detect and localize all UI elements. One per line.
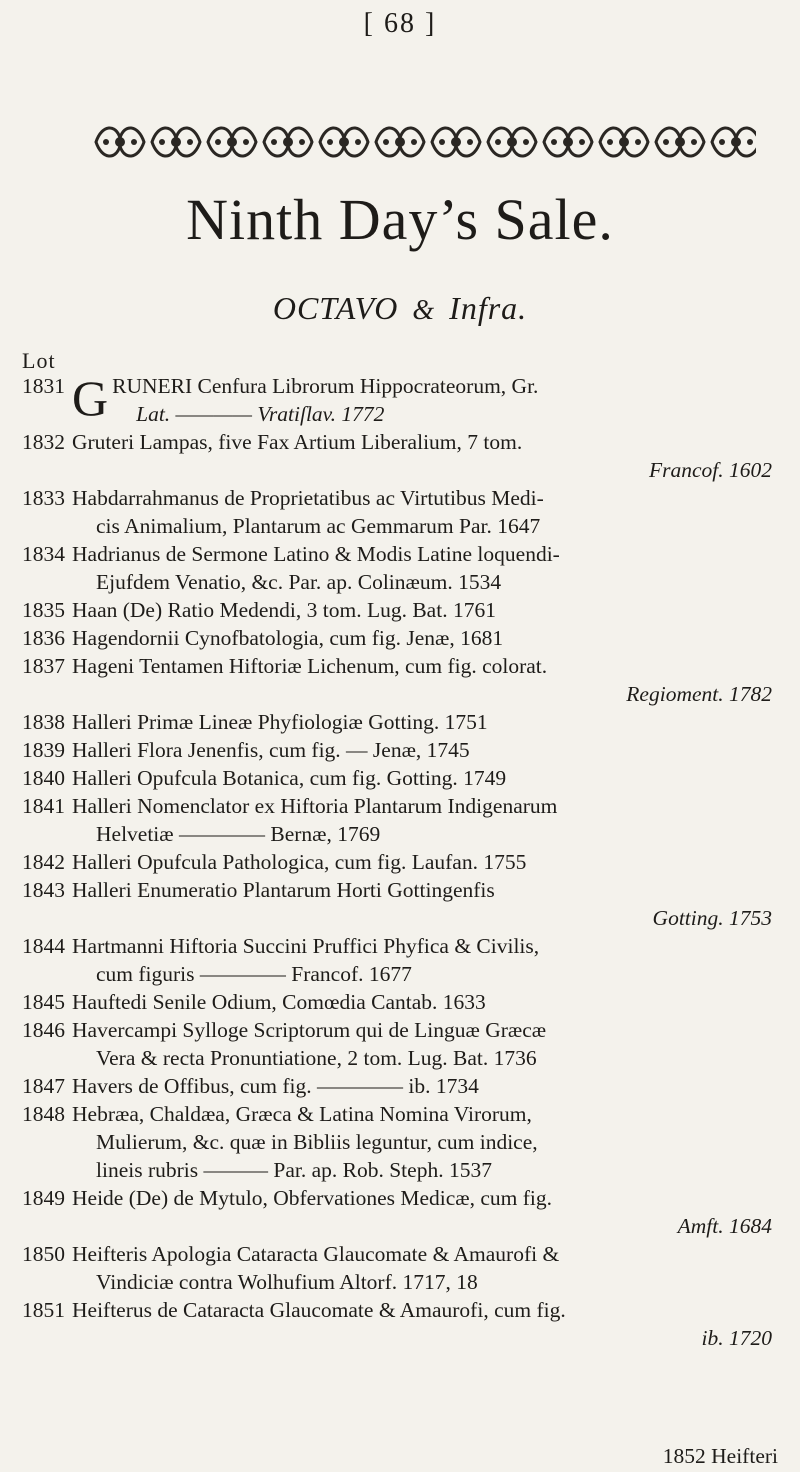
ornament-motif: [264, 128, 312, 156]
lot-entry: [22, 1184, 782, 1240]
subtitle-and: &: [412, 295, 436, 326]
lot-description-line: Havercampi Sylloge Scriptorum qui de Linguæ Græcæ: [72, 1018, 547, 1042]
lot-description-line: Ejufdem Venatio, &c. Par. ap. Colinæum. 1534: [96, 570, 502, 594]
lot-description-line: Halleri Opufcula Pathologica, cum fig. Laufan. 1755: [72, 850, 527, 874]
ornament-motif: [208, 128, 256, 156]
lot-number: 1844: [22, 934, 65, 958]
lot-number: 1840: [22, 766, 65, 790]
lot-description-line: Amft. 1684: [677, 1214, 772, 1238]
lot-list: [22, 372, 782, 1352]
lot-description-line: Francof. 1602: [648, 458, 772, 482]
ornament-motif: [656, 128, 704, 156]
ornament-motif: [544, 128, 592, 156]
lot-number: 1834: [22, 542, 65, 566]
lot-description-line: Halleri Enumeratio Plantarum Horti Gottingenfis: [72, 878, 495, 902]
lot-description-line: Regioment. 1782: [626, 682, 772, 706]
lot-number: 1833: [22, 486, 65, 510]
lot-description-line: Gotting. 1753: [652, 906, 772, 930]
lot-entry: [22, 736, 782, 764]
lot-entry: [22, 1016, 782, 1072]
lot-number: 1849: [22, 1186, 65, 1210]
lot-entry: [22, 372, 782, 428]
ornament-motif: [320, 128, 368, 156]
page-title: Ninth Day’s Sale.: [186, 187, 614, 252]
lot-entry: [22, 1072, 782, 1100]
drop-cap-letter: G: [72, 370, 109, 426]
ornament-motif: [432, 128, 480, 156]
lot-description-line: Vera & recta Pronuntiatione, 2 tom. Lug. Bat. 1736: [96, 1046, 537, 1070]
subtitle-rest: Infra.: [449, 290, 528, 326]
lot-description-line: Halleri Opufcula Botanica, cum fig. Gotting. 1749: [72, 766, 507, 790]
lot-entry: [22, 792, 782, 848]
lot-number: 1835: [22, 598, 65, 622]
lot-description-line: Havers de Offibus, cum fig. ———— ib. 1734: [72, 1074, 479, 1098]
lot-description-line: Hageni Tentamen Hiftoriæ Lichenum, cum fig. colorat.: [72, 654, 548, 678]
lot-number: 1831: [22, 374, 65, 398]
lot-entry: [22, 428, 782, 484]
ornament-motif: [488, 128, 536, 156]
lot-header: Lot: [22, 348, 56, 373]
ornament-motif: [376, 128, 424, 156]
subtitle: [0, 290, 800, 327]
lot-entry: [22, 1100, 782, 1184]
lot-entry: [22, 876, 782, 932]
ornament-motif: [712, 128, 756, 156]
lot-number: 1837: [22, 654, 65, 678]
lot-description-line: Habdarrahmanus de Proprietatibus ac Virtutibus Medi-: [72, 486, 544, 510]
lot-entry: [22, 988, 782, 1016]
lot-description-line: Hagendornii Cynofbatologia, cum fig. Jenæ, 1681: [72, 626, 504, 650]
lot-description-line: Vindiciæ contra Wolhufium Altorf. 1717, 18: [96, 1270, 478, 1294]
lot-description-line: Heifteris Apologia Cataracta Glaucomate & Amaurofi &: [72, 1242, 560, 1266]
lot-number: 1851: [22, 1298, 65, 1322]
ornament-motif: [600, 128, 648, 156]
lot-entry: [22, 1240, 782, 1296]
lot-description-line: Heifterus de Cataracta Glaucomate & Amaurofi, cum fig.: [72, 1298, 566, 1322]
lot-description-line: Hartmanni Hiftoria Succini Pruffici Phyfica & Civilis,: [72, 934, 540, 958]
lot-entry: [22, 652, 782, 708]
lot-number: 1848: [22, 1102, 65, 1126]
catchword: 1852 Heifteri: [662, 1444, 778, 1468]
lot-number: 1832: [22, 430, 65, 454]
lot-number: 1836: [22, 626, 65, 650]
lot-description-line: ib. 1720: [701, 1326, 772, 1350]
lot-entry: [22, 932, 782, 988]
ornament-band: [88, 112, 756, 170]
lot-entry: [22, 624, 782, 652]
lot-description-line: lineis rubris ——— Par. ap. Rob. Steph. 1537: [96, 1158, 492, 1182]
lot-number: 1839: [22, 738, 65, 762]
lot-description-line: Halleri Nomenclator ex Hiftoria Plantarum Indigenarum: [72, 794, 558, 818]
lot-number: 1842: [22, 850, 65, 874]
lot-description-line: Helvetiæ ———— Bernæ, 1769: [96, 822, 381, 846]
lot-entry: [22, 540, 782, 596]
ornament-motif: [96, 128, 144, 156]
lot-description-line: Halleri Primæ Lineæ Phyfiologiæ Gotting. 1751: [72, 710, 488, 734]
lot-number: 1843: [22, 878, 65, 902]
lot-entry: [22, 484, 782, 540]
lot-number: 1847: [22, 1074, 65, 1098]
subtitle-format: OCTAVO: [272, 290, 399, 326]
lot-description-line: Hauftedi Senile Odium, Comœdia Cantab. 1633: [72, 990, 486, 1014]
lot-description-line: Halleri Flora Jenenfis, cum fig. — Jenæ, 1745: [72, 738, 470, 762]
lot-description-text: RUNERI Cenfura Librorum Hippocrateorum, Gr.: [112, 374, 539, 398]
lot-description-line: Lat. ———— Vratiſlav. 1772: [136, 402, 385, 426]
lot-description-line: Gruteri Lampas, five Fax Artium Liberalium, 7 tom.: [72, 430, 523, 454]
lot-description-line: Heide (De) de Mytulo, Obfervationes Medicæ, cum fig.: [72, 1186, 553, 1210]
page-number: [ 68 ]: [363, 8, 437, 39]
lot-description-line: Hadrianus de Sermone Latino & Modis Latine loquendi-: [72, 542, 560, 566]
lot-entry: [22, 764, 782, 792]
lot-number: 1850: [22, 1242, 65, 1266]
lot-entry: [22, 596, 782, 624]
lot-number: 1845: [22, 990, 65, 1014]
lot-number: 1838: [22, 710, 65, 734]
lot-description-line: cis Animalium, Plantarum ac Gemmarum Par. 1647: [96, 514, 541, 538]
lot-description-line: Mulierum, &c. quæ in Bibliis leguntur, cum indice,: [96, 1130, 538, 1154]
lot-entry: [22, 848, 782, 876]
lot-description-line: cum figuris ———— Francof. 1677: [96, 962, 412, 986]
lot-description-line: Haan (De) Ratio Medendi, 3 tom. Lug. Bat. 1761: [72, 598, 496, 622]
lot-description-line: Hebræa, Chaldæa, Græca & Latina Nomina Virorum,: [72, 1102, 532, 1126]
lot-number: 1841: [22, 794, 65, 818]
lot-entry: [22, 708, 782, 736]
lot-entry: [22, 1296, 782, 1352]
lot-description-line: [112, 372, 782, 400]
ornament-motif: [152, 128, 200, 156]
lot-number: 1846: [22, 1018, 65, 1042]
